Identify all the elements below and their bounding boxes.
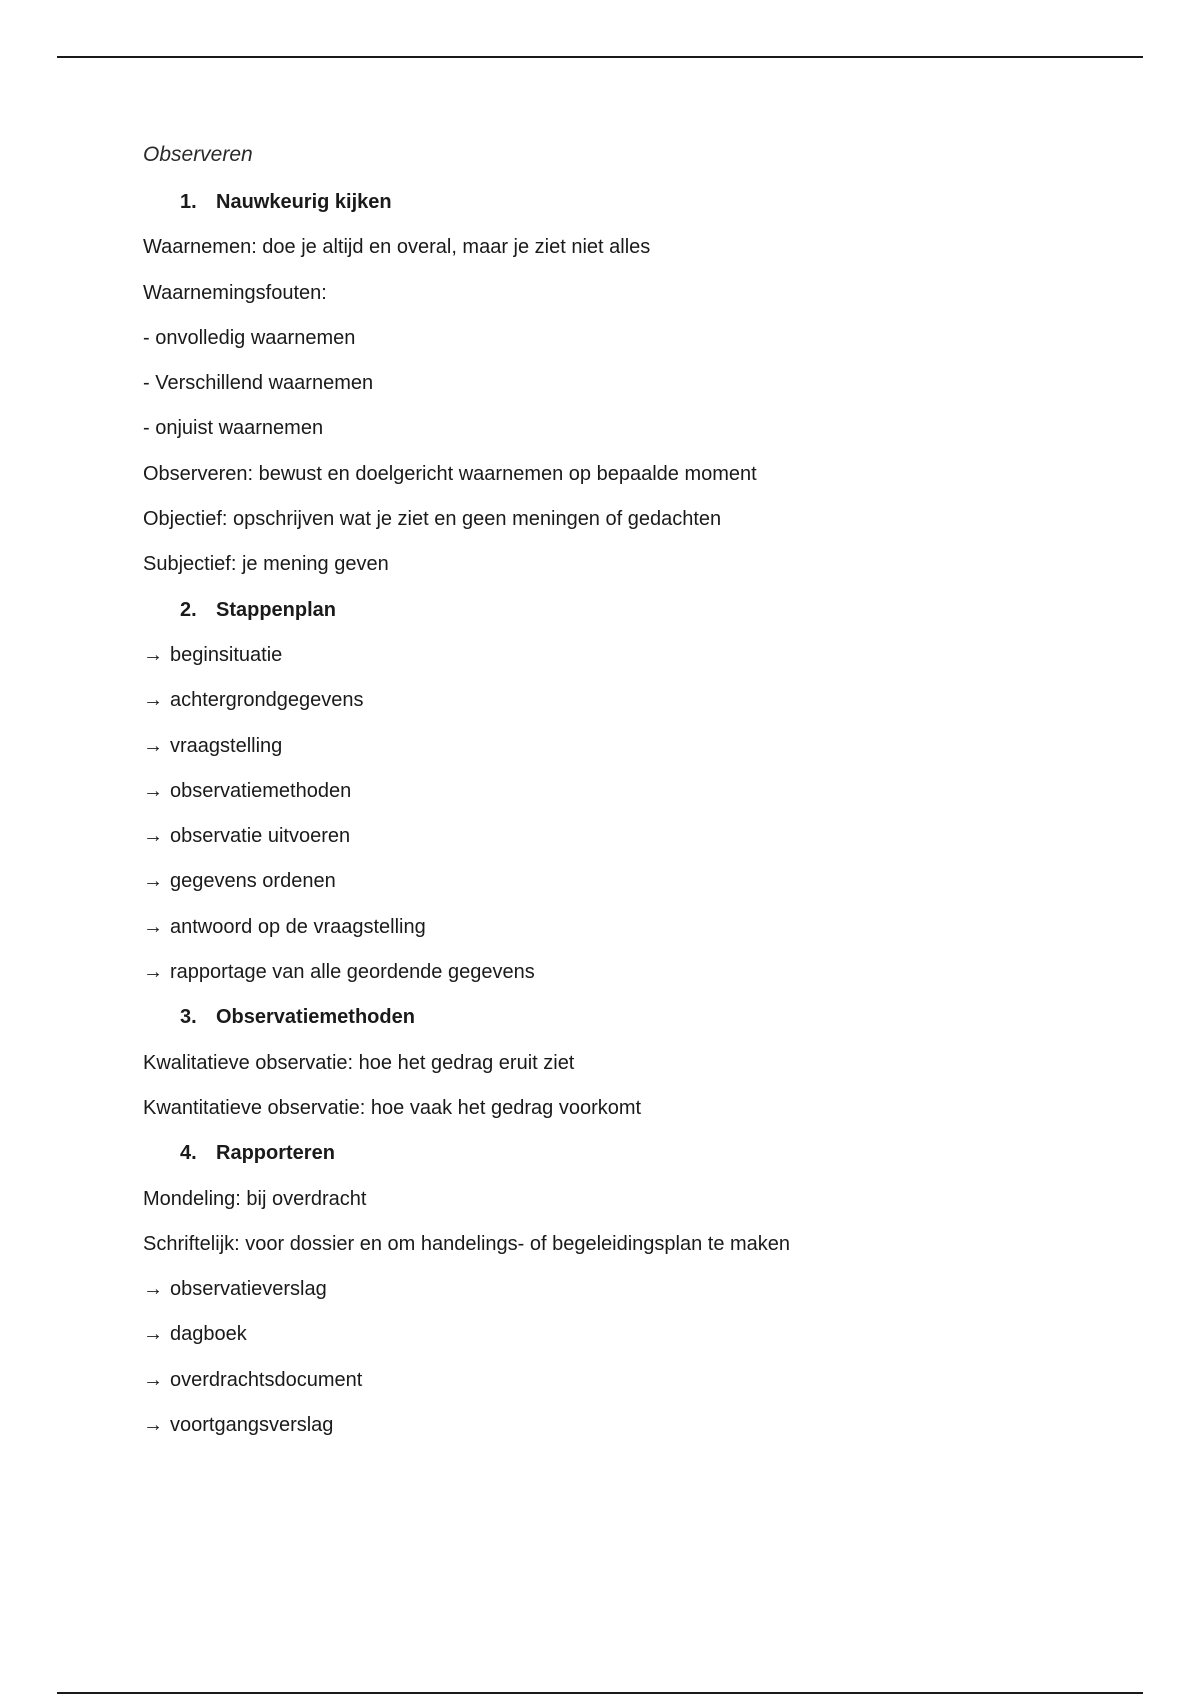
arrow-item-text: observatieverslag	[170, 1278, 327, 1301]
arrow-list-item	[143, 1410, 1103, 1455]
section-title: Rapporteren	[216, 1142, 335, 1165]
arrow-item-text: antwoord op de vraagstelling	[170, 915, 426, 938]
arrow-icon: →	[143, 1414, 163, 1437]
text-line: Waarnemen: doe je altijd en overal, maar je ziet niet alles	[143, 236, 651, 259]
arrow-icon: →	[143, 825, 163, 848]
text-line: Observeren: bewust en doelgericht waarnemen op bepaalde moment	[143, 462, 757, 485]
arrow-list-item	[143, 912, 1103, 957]
text-line: Kwalitatieve observatie: hoe het gedrag eruit ziet	[143, 1051, 575, 1074]
arrow-item-text: gegevens ordenen	[170, 870, 336, 893]
section-number: 3.	[180, 1006, 197, 1029]
text-line: - onvolledig waarnemen	[143, 326, 356, 349]
arrow-list-item	[143, 640, 1103, 685]
text-line: - Verschillend waarnemen	[143, 372, 374, 395]
text-line: Kwantitatieve observatie: hoe vaak het gedrag voorkomt	[143, 1096, 642, 1119]
section-heading-2	[143, 595, 1103, 640]
text-line: - onjuist waarnemen	[143, 417, 324, 440]
arrow-icon: →	[143, 1368, 163, 1391]
arrow-icon: →	[143, 689, 163, 712]
section-title: Observatiemethoden	[216, 1006, 415, 1029]
arrow-item-text: observatie uitvoeren	[170, 825, 351, 848]
arrow-list-item	[143, 1319, 1103, 1364]
arrow-list-item	[143, 1274, 1103, 1319]
arrow-list-item	[143, 731, 1103, 776]
arrow-item-text: achtergrondgegevens	[170, 689, 364, 712]
section-number: 2.	[180, 598, 197, 621]
arrow-item-text: dagboek	[170, 1323, 247, 1346]
arrow-list-item	[143, 1365, 1103, 1410]
arrow-list-item	[143, 685, 1103, 730]
arrow-item-text: overdrachtsdocument	[170, 1368, 363, 1391]
text-line: Schriftelijk: voor dossier en om handelings- of begeleidingsplan te maken	[143, 1232, 791, 1255]
text-line: Mondeling: bij overdracht	[143, 1187, 367, 1210]
footer-rule	[57, 1692, 1143, 1694]
document-body	[143, 140, 1103, 1455]
arrow-icon: →	[143, 915, 163, 938]
arrow-list-item	[143, 776, 1103, 821]
header-rule	[57, 56, 1143, 58]
section-heading-1	[143, 187, 1103, 232]
text-line: Objectief: opschrijven wat je ziet en geen meningen of gedachten	[143, 508, 722, 531]
section-heading-4	[143, 1138, 1103, 1183]
arrow-list-item	[143, 821, 1103, 866]
document-title: Observeren	[143, 143, 253, 166]
arrow-icon: →	[143, 870, 163, 893]
arrow-item-text: voortgangsverslag	[170, 1414, 334, 1437]
text-line: Subjectief: je mening geven	[143, 553, 389, 576]
section-heading-3	[143, 1002, 1103, 1047]
section-number: 4.	[180, 1142, 197, 1165]
arrow-item-text: vraagstelling	[170, 734, 283, 757]
section-number: 1.	[180, 191, 197, 213]
arrow-icon: →	[143, 1278, 163, 1301]
arrow-icon: →	[143, 643, 163, 666]
arrow-icon: →	[143, 779, 163, 802]
arrow-list-item	[143, 957, 1103, 1002]
section-title: Stappenplan	[216, 598, 337, 621]
section-title: Nauwkeurig kijken	[216, 191, 392, 213]
arrow-icon: →	[143, 1323, 163, 1346]
arrow-icon: →	[143, 961, 163, 984]
arrow-item-text: observatiemethoden	[170, 779, 352, 802]
arrow-list-item	[143, 866, 1103, 911]
arrow-item-text: rapportage van alle geordende gegevens	[170, 961, 535, 984]
arrow-icon: →	[143, 734, 163, 757]
text-line: Waarnemingsfouten:	[143, 281, 327, 304]
arrow-item-text: beginsituatie	[170, 643, 283, 666]
